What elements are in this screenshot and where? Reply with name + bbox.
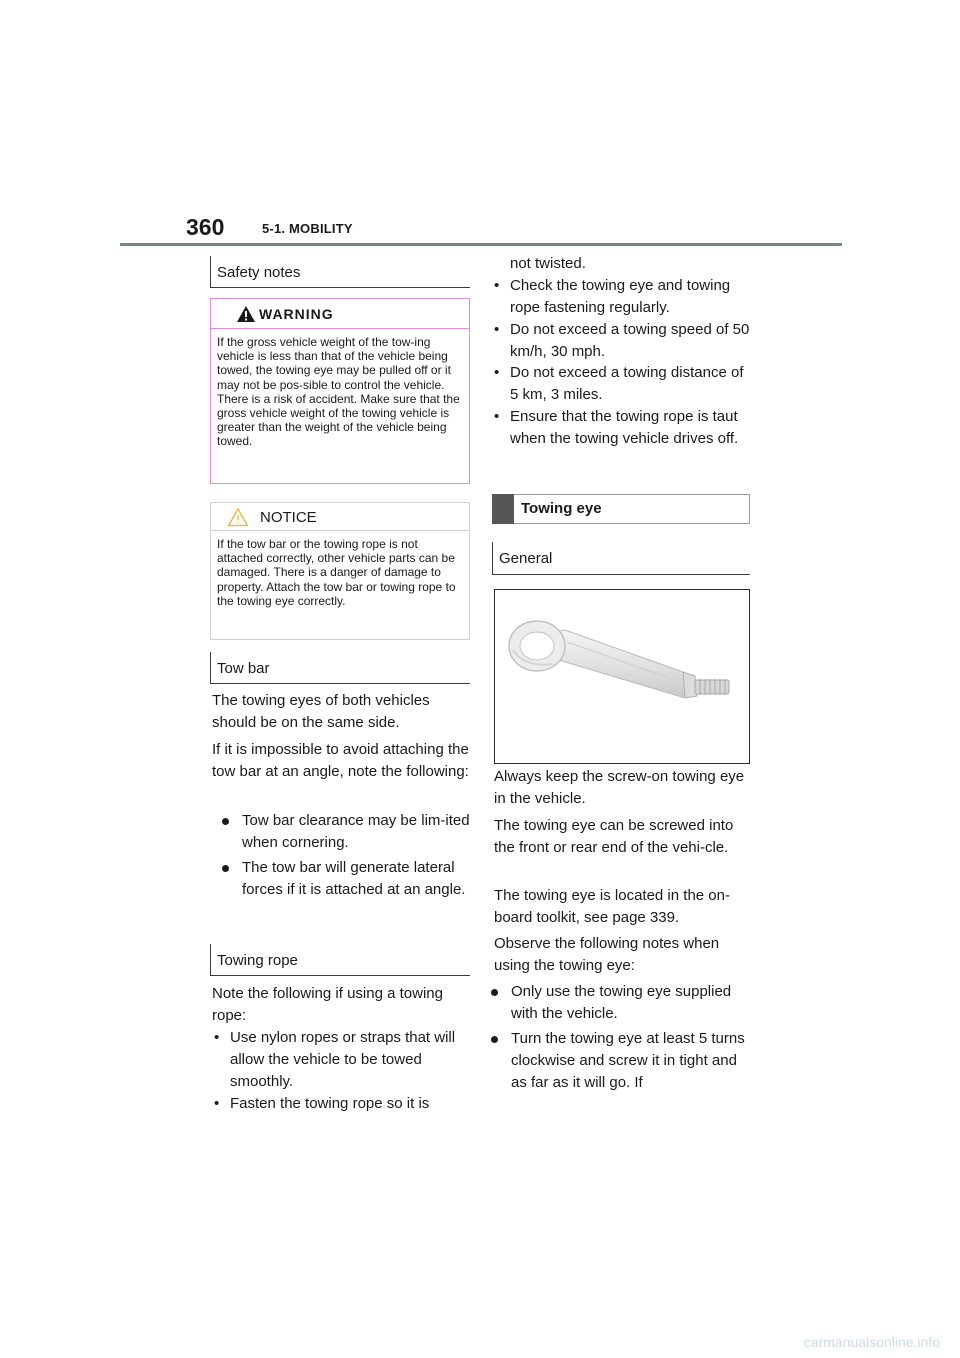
general-heading-text: General [499,550,553,567]
towing-eye-section-heading [492,494,750,524]
tow-bar-paragraph-1: The towing eyes of both vehicles should be on the same side. [212,692,430,731]
bullet-mark: • [494,408,500,425]
towing-rope-heading [210,944,470,976]
list-item [214,1093,470,1115]
warning-text: If the gross vehicle weight of the tow-ing vehicle is less than that of the vehicle being towed, the towing eye may be pulled off or it may not be pos-sible to control the vehicle. There is a risk of accident. Make sure that the gross vehicle weight of the towing vehicle is greater than the weight of the vehicle being towed. [217,335,460,449]
towing-eye-illustration [495,590,749,763]
bullet-mark: • [494,277,500,294]
list-item [494,406,750,450]
list-item-text: Ensure that the towing rope is taut when the towing vehicle drives off. [510,408,739,447]
bullet-dot-icon [491,989,498,996]
page-number: 360 [186,214,225,240]
header-rule [120,243,842,246]
list-item-text: Do not exceed a towing distance of 5 km, 3 miles. [510,364,744,403]
towing-eye-image [494,589,750,764]
general-heading [492,542,750,575]
warning-title: WARNING [259,306,334,322]
list-item-text: Do not exceed a towing speed of 50 km/h, 30 mph. [510,321,750,360]
list-item [494,362,750,406]
towing-eye-heading-text: Towing eye [521,500,602,517]
towing-eye-paragraph-2: The towing eye can be screwed into the front or rear end of the vehi-cle. [494,817,734,856]
bullet-dot-icon [222,818,229,825]
tow-bar-paragraph-2: If it is impossible to avoid attaching the tow bar at an angle, note the following: [212,741,469,780]
tow-bar-heading [210,652,470,684]
list-item-text: Tow bar clearance may be lim-ited when cornering. [242,812,470,851]
notice-text: If the tow bar or the towing rope is not attached correctly, other vehicle parts can be damaged. There is a danger of damage to property. Attach the tow bar or towing rope to the towing eye correctly. [217,537,456,608]
warning-box [210,298,470,484]
list-item [242,857,470,901]
list-item-text: Fasten the towing rope so it is [230,1095,430,1112]
warning-title-bar [211,299,469,329]
list-item-text: The tow bar will generate lateral forces if it is attached at an angle. [242,859,466,898]
towing-rope-intro: Note the following if using a towing rope: [212,985,443,1024]
towing-eye-paragraph-1: Always keep the screw-on towing eye in the vehicle. [494,768,745,807]
list-item [494,275,750,319]
section-bar [492,494,514,524]
watermark: carmanualsonline.info [803,1334,940,1350]
tow-bar-heading-text: Tow bar [217,660,270,677]
list-item [214,1027,470,1093]
bullet-dot-icon [222,865,229,872]
list-item [511,1028,750,1094]
safety-notes-heading-text: Safety notes [217,264,301,281]
rope-continued-text: not twisted. [510,255,586,272]
section-label: 5-1. MOBILITY [262,221,353,236]
notice-box [210,502,470,640]
notice-title: NOTICE [260,509,317,526]
bullet-mark: • [494,321,500,338]
list-item-text: Use nylon ropes or straps that will allow the vehicle to be towed smoothly. [230,1029,456,1090]
list-item [494,319,750,363]
list-item-text: Check the towing eye and towing rope fastening regularly. [510,277,731,316]
list-item-text: Only use the towing eye supplied with the vehicle. [511,983,732,1022]
notice-triangle-icon [227,507,249,527]
notice-title-bar [211,503,469,531]
bullet-dot-icon [491,1036,498,1043]
list-item-text: Turn the towing eye at least 5 turns clockwise and screw it in tight and as far as it will go. If [511,1030,745,1091]
safety-notes-heading [210,256,470,288]
bullet-mark: • [214,1095,220,1112]
towing-eye-paragraph-4: Observe the following notes when using the towing eye: [494,935,720,974]
list-item [242,810,470,854]
bullet-mark: • [214,1029,220,1046]
towing-rope-heading-text: Towing rope [217,952,298,969]
warning-triangle-icon [236,305,256,323]
towing-eye-paragraph-3: The towing eye is located in the on-board toolkit, see page 339. [494,887,730,926]
list-item [511,981,750,1025]
bullet-mark: • [494,364,500,381]
